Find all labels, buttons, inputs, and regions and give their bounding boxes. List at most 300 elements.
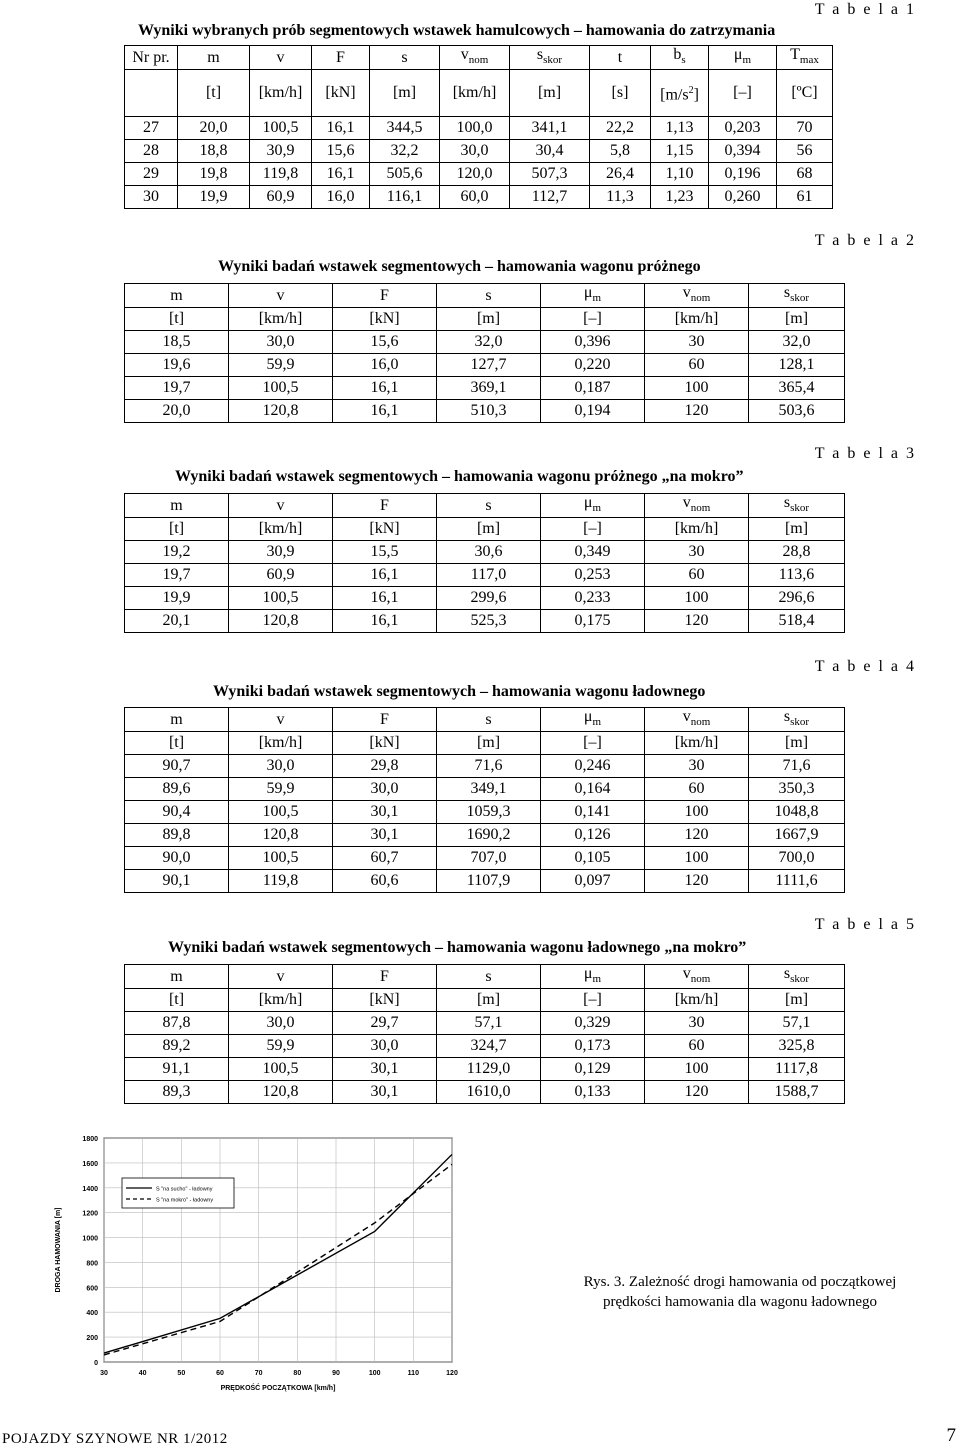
table-cell: 299,6: [437, 587, 541, 610]
legend-entry: S "na mokro" - ładowny: [156, 1197, 214, 1204]
table-cell: 30,9: [250, 140, 312, 163]
table-row: [125, 801, 845, 824]
table-cell: 16,1: [333, 564, 437, 587]
table-header-units: [125, 308, 845, 331]
table-cell: 505,6: [370, 163, 440, 186]
table-cell: 15,6: [312, 140, 370, 163]
table-cell: 57,1: [437, 1012, 541, 1035]
header-m: m: [125, 965, 229, 989]
journal-footer: POJAZDY SZYNOWE NR 1/2012: [2, 1431, 228, 1447]
table-cell: 89,3: [125, 1081, 229, 1104]
table-cell: 60,6: [333, 870, 437, 893]
header-s: s: [437, 708, 541, 732]
table-cell: 90,1: [125, 870, 229, 893]
table-cell: 127,7: [437, 354, 541, 377]
table-cell: 0,133: [541, 1081, 645, 1104]
table-cell: 90,7: [125, 755, 229, 778]
header-unit: [km/h]: [229, 732, 333, 755]
header-unit: [t]: [125, 308, 229, 331]
table-cell: 30,0: [229, 1012, 333, 1035]
table-cell: 15,6: [333, 331, 437, 354]
x-tick-label: 60: [216, 1370, 224, 1377]
header-unit: [m]: [437, 518, 541, 541]
table-row: [125, 354, 845, 377]
table-row: [125, 1035, 845, 1058]
table-cell: 89,6: [125, 778, 229, 801]
table-cell: 1588,7: [749, 1081, 845, 1104]
table-cell: 100: [645, 847, 749, 870]
table-cell: 100: [645, 587, 749, 610]
header-unit: [–]: [541, 308, 645, 331]
table-row: [125, 824, 845, 847]
table-cell: 1129,0: [437, 1058, 541, 1081]
table-cell: 60,0: [440, 186, 510, 209]
header-t: t: [590, 46, 651, 70]
table-cell: 525,3: [437, 610, 541, 633]
table-row: [125, 400, 845, 423]
table-cell: 11,3: [590, 186, 651, 209]
table-row: [125, 587, 845, 610]
table-cell: 20,1: [125, 610, 229, 633]
table-cell: 71,6: [437, 755, 541, 778]
table-cell: 60,9: [250, 186, 312, 209]
x-tick-label: 70: [254, 1370, 263, 1377]
table-cell: 87,8: [125, 1012, 229, 1035]
y-tick-label: 800: [86, 1260, 98, 1268]
header-v: v: [229, 965, 333, 989]
table-cell: 16,0: [333, 354, 437, 377]
table-cell: 15,5: [333, 541, 437, 564]
table-4: [124, 707, 845, 893]
table-row: [125, 117, 833, 140]
table-cell: 68: [777, 163, 833, 186]
header-vnom: $v_{nom}$: [440, 46, 510, 70]
header-F: F: [312, 46, 370, 70]
header-unit: [kN]: [333, 989, 437, 1012]
header-m: m: [125, 708, 229, 732]
table-header-units: [125, 518, 845, 541]
header-unit: [m]: [437, 308, 541, 331]
header-s: s: [437, 494, 541, 518]
table-cell: 30,1: [333, 824, 437, 847]
header-unit-F: [kN]: [312, 70, 370, 117]
table-cell: 707,0: [437, 847, 541, 870]
header-unit-mu: [–]: [709, 70, 777, 117]
table-cell: 700,0: [749, 847, 845, 870]
table-cell: 0,173: [541, 1035, 645, 1058]
header-m: m: [125, 284, 229, 308]
table-cell: 71,6: [749, 755, 845, 778]
table-cell: 350,3: [749, 778, 845, 801]
table-cell: 91,1: [125, 1058, 229, 1081]
table-caption-1: Wyniki wybranych prób segmentowych wstawek hamulcowych – hamowania do zatrzymania: [138, 22, 776, 39]
table-cell: 120,8: [229, 824, 333, 847]
table-label-2: T a b e l a 2: [814, 232, 916, 249]
y-tick-label: 1000: [82, 1235, 98, 1243]
header-F: F: [333, 494, 437, 518]
header-m: m: [125, 494, 229, 518]
table-cell: 60: [645, 354, 749, 377]
table-cell: 29,8: [333, 755, 437, 778]
table-cell: 100: [645, 377, 749, 400]
table-row: [125, 778, 845, 801]
table-cell: 1667,9: [749, 824, 845, 847]
header-m: m: [178, 46, 250, 70]
table-header-symbols: [125, 494, 845, 518]
x-tick-label: 80: [293, 1370, 302, 1377]
table-cell: 59,9: [229, 778, 333, 801]
table-cell: 18,8: [178, 140, 250, 163]
header-unit: [t]: [125, 732, 229, 755]
table-cell: 100,5: [229, 801, 333, 824]
header-unit: [m]: [749, 732, 845, 755]
y-tick-label: 600: [86, 1285, 98, 1293]
table-cell: 5,8: [590, 140, 651, 163]
table-cell: 70: [777, 117, 833, 140]
header-s: s: [437, 965, 541, 989]
x-axis-label: PRĘDKOŚĆ POCZĄTKOWA [km/h]: [220, 1385, 336, 1392]
table-cell: 27: [125, 117, 178, 140]
header-vnom: $v_{nom}$: [645, 708, 749, 732]
header-sskor: $s_{skor}$: [510, 46, 590, 70]
table-cell: 0,253: [541, 564, 645, 587]
table-cell: 90,0: [125, 847, 229, 870]
y-tick-label: 400: [86, 1310, 98, 1318]
header-sskor: $s_{skor}$: [749, 708, 845, 732]
table-cell: 89,8: [125, 824, 229, 847]
table-cell: 18,5: [125, 331, 229, 354]
table-cell: 30,1: [333, 1058, 437, 1081]
header-unit: [m]: [437, 732, 541, 755]
table-cell: 1690,2: [437, 824, 541, 847]
table-cell: 119,8: [250, 163, 312, 186]
table-cell: 0,097: [541, 870, 645, 893]
table-cell: 30: [645, 331, 749, 354]
figure-caption-line2: prędkości hamowania dla wagonu ładownego: [602, 1294, 878, 1310]
header-unit: [–]: [541, 989, 645, 1012]
table-cell: 0,164: [541, 778, 645, 801]
header-unit-bs: $[m/s^2]$: [651, 70, 709, 117]
table-row: [125, 1058, 845, 1081]
table-cell: 60: [645, 1035, 749, 1058]
table-cell: 19,7: [125, 564, 229, 587]
y-tick-label: 200: [86, 1335, 98, 1343]
table-cell: 120: [645, 870, 749, 893]
header-Tmax: $T_{max}$: [777, 46, 833, 70]
table-cell: 16,1: [312, 163, 370, 186]
table-cell: 30,4: [510, 140, 590, 163]
table-row: [125, 1081, 845, 1104]
table-cell: 30: [645, 541, 749, 564]
table-cell: 16,1: [333, 587, 437, 610]
table-cell: 90,4: [125, 801, 229, 824]
table-cell: 128,1: [749, 354, 845, 377]
table-cell: 120: [645, 610, 749, 633]
header-vnom: $v_{nom}$: [645, 494, 749, 518]
header-mu: $\mu_m$: [541, 965, 645, 989]
table-cell: 0,349: [541, 541, 645, 564]
figure-caption-line1: Rys. 3. Zależność drogi hamowania od początkowej: [583, 1274, 897, 1290]
header-unit: [t]: [125, 518, 229, 541]
table-cell: 0,105: [541, 847, 645, 870]
table-row: [125, 870, 845, 893]
legend-box: [122, 1178, 234, 1208]
table-label-4: T a b e l a 4: [814, 658, 916, 675]
table-cell: 0,394: [709, 140, 777, 163]
table-cell: 0,220: [541, 354, 645, 377]
table-cell: 0,196: [709, 163, 777, 186]
table-cell: 30,0: [229, 331, 333, 354]
table-cell: 30,1: [333, 1081, 437, 1104]
table-cell: 60: [645, 564, 749, 587]
header-sskor: $s_{skor}$: [749, 494, 845, 518]
table-cell: 0,126: [541, 824, 645, 847]
table-label-1: T a b e l a 1: [814, 1, 916, 18]
table-cell: 30,6: [437, 541, 541, 564]
header-F: F: [333, 284, 437, 308]
table-cell: 1,23: [651, 186, 709, 209]
header-unit-T: [ºC]: [777, 70, 833, 117]
table-cell: 22,2: [590, 117, 651, 140]
header-v: v: [229, 284, 333, 308]
y-tick-label: 1200: [82, 1210, 98, 1218]
table-label-5: T a b e l a 5: [814, 916, 916, 933]
table-1-header-symbols: [125, 46, 833, 70]
table-cell: 19,9: [178, 186, 250, 209]
page-number: 7: [946, 1425, 956, 1446]
table-row: [125, 755, 845, 778]
header-F: F: [333, 965, 437, 989]
table-cell: 56: [777, 140, 833, 163]
header-unit: [kN]: [333, 732, 437, 755]
table-cell: 112,7: [510, 186, 590, 209]
table-label-3: T a b e l a 3: [814, 445, 916, 462]
table-cell: 100,5: [229, 377, 333, 400]
table-row: [125, 610, 845, 633]
table-cell: 1,13: [651, 117, 709, 140]
table-cell: 349,1: [437, 778, 541, 801]
y-axis-label: DROGA HAMOWANIA [m]: [55, 1207, 62, 1293]
table-cell: 59,9: [229, 354, 333, 377]
x-tick-label: 40: [138, 1370, 147, 1377]
table-row: [125, 847, 845, 870]
table-cell: 0,233: [541, 587, 645, 610]
table-cell: 120,0: [440, 163, 510, 186]
table-cell: 20,0: [125, 400, 229, 423]
table-cell: 16,1: [312, 117, 370, 140]
table-cell: 1610,0: [437, 1081, 541, 1104]
x-tick-label: 110: [407, 1370, 419, 1377]
header-unit: [km/h]: [645, 989, 749, 1012]
table-cell: 369,1: [437, 377, 541, 400]
table-cell: 100: [645, 801, 749, 824]
table-cell: 100,5: [229, 847, 333, 870]
header-bs: $b_s$: [651, 46, 709, 70]
table-cell: 120: [645, 400, 749, 423]
table-cell: 120: [645, 824, 749, 847]
table-header-units: [125, 989, 845, 1012]
table-cell: 0,187: [541, 377, 645, 400]
table-cell: 100,5: [250, 117, 312, 140]
table-cell: 0,194: [541, 400, 645, 423]
table-cell: 0,396: [541, 331, 645, 354]
table-5: [124, 964, 845, 1104]
table-1-header-units: [125, 70, 833, 117]
table-cell: 30,0: [333, 1035, 437, 1058]
table-cell: 503,6: [749, 400, 845, 423]
header-unit: [km/h]: [229, 989, 333, 1012]
header-nrpr: Nr pr.: [125, 46, 178, 70]
table-header-symbols: [125, 965, 845, 989]
x-tick-label: 100: [368, 1370, 381, 1377]
header-mu: $\mu_m$: [541, 494, 645, 518]
table-cell: 100,0: [440, 117, 510, 140]
table-cell: 16,1: [333, 400, 437, 423]
header-unit: [–]: [541, 518, 645, 541]
header-unit-v: [km/h]: [250, 70, 312, 117]
header-unit: [m]: [749, 518, 845, 541]
table-cell: 100: [645, 1058, 749, 1081]
header-unit: [m]: [749, 308, 845, 331]
table-cell: 365,4: [749, 377, 845, 400]
table-cell: 1,10: [651, 163, 709, 186]
table-cell: 32,2: [370, 140, 440, 163]
table-cell: 30: [645, 1012, 749, 1035]
y-tick-label: 1600: [82, 1160, 98, 1168]
header-unit-sskor: [m]: [510, 70, 590, 117]
table-cell: 30: [645, 755, 749, 778]
header-mu: $\mu_m$: [541, 284, 645, 308]
table-cell: 0,329: [541, 1012, 645, 1035]
table-cell: 1111,6: [749, 870, 845, 893]
table-3: [124, 493, 845, 633]
table-cell: 0,129: [541, 1058, 645, 1081]
table-cell: 0,141: [541, 801, 645, 824]
table-cell: 0,246: [541, 755, 645, 778]
header-sskor: $s_{skor}$: [749, 965, 845, 989]
table-cell: 19,9: [125, 587, 229, 610]
header-s: s: [370, 46, 440, 70]
table-cell: 16,1: [333, 377, 437, 400]
plot-frame: [104, 1138, 452, 1362]
header-unit: [km/h]: [229, 308, 333, 331]
table-caption-2: Wyniki badań wstawek segmentowych – hamowania wagonu próżnego: [218, 258, 701, 275]
x-tick-label: 30: [100, 1370, 108, 1377]
header-unit: [kN]: [333, 308, 437, 331]
table-row: [125, 163, 833, 186]
y-tick-label: 0: [94, 1360, 98, 1367]
table-row: [125, 564, 845, 587]
header-unit-s: [m]: [370, 70, 440, 117]
table-row: [125, 1012, 845, 1035]
table-cell: 113,6: [749, 564, 845, 587]
table-cell: 100,5: [229, 587, 333, 610]
table-cell: 1,15: [651, 140, 709, 163]
header-v: v: [229, 708, 333, 732]
header-sskor: $s_{skor}$: [749, 284, 845, 308]
table-cell: 120,8: [229, 1081, 333, 1104]
table-cell: 29: [125, 163, 178, 186]
table-cell: 60: [645, 778, 749, 801]
table-cell: 1048,8: [749, 801, 845, 824]
x-tick-label: 90: [332, 1370, 340, 1377]
header-mu: $\mu_m$: [709, 46, 777, 70]
header-unit: [m]: [749, 989, 845, 1012]
header-unit: [km/h]: [645, 732, 749, 755]
header-v: v: [229, 494, 333, 518]
table-cell: 30,9: [229, 541, 333, 564]
table-cell: 30,0: [333, 778, 437, 801]
legend-entry: S "na sucho" - ładowny: [156, 1186, 213, 1193]
table-cell: 325,8: [749, 1035, 845, 1058]
x-tick-label: 120: [446, 1370, 458, 1377]
table-cell: 0,203: [709, 117, 777, 140]
table-cell: 60,9: [229, 564, 333, 587]
table-cell: 61: [777, 186, 833, 209]
header-unit-time: [s]: [590, 70, 651, 117]
table-cell: 29,7: [333, 1012, 437, 1035]
header-unit: [km/h]: [645, 308, 749, 331]
table-cell: 89,2: [125, 1035, 229, 1058]
table-cell: 324,7: [437, 1035, 541, 1058]
header-unit-empty: [125, 70, 178, 117]
table-cell: 518,4: [749, 610, 845, 633]
table-1: [124, 45, 833, 209]
table-row: [125, 186, 833, 209]
table-cell: 19,6: [125, 354, 229, 377]
header-s: s: [437, 284, 541, 308]
x-tick-label: 50: [177, 1370, 186, 1377]
table-cell: 0,175: [541, 610, 645, 633]
header-unit: [km/h]: [645, 518, 749, 541]
table-cell: 510,3: [437, 400, 541, 423]
table-cell: 59,9: [229, 1035, 333, 1058]
table-cell: 19,7: [125, 377, 229, 400]
table-cell: 344,5: [370, 117, 440, 140]
table-cell: 1107,9: [437, 870, 541, 893]
figure-caption: [540, 1272, 940, 1312]
table-cell: 26,4: [590, 163, 651, 186]
table-cell: 19,2: [125, 541, 229, 564]
table-caption-4: Wyniki badań wstawek segmentowych – hamowania wagonu ładownego: [213, 683, 706, 700]
table-row: [125, 331, 845, 354]
header-vnom: $v_{nom}$: [645, 965, 749, 989]
table-cell: 1117,8: [749, 1058, 845, 1081]
table-row: [125, 541, 845, 564]
table-cell: 341,1: [510, 117, 590, 140]
table-cell: 100,5: [229, 1058, 333, 1081]
table-cell: 120: [645, 1081, 749, 1104]
table-cell: 296,6: [749, 587, 845, 610]
header-unit: [m]: [437, 989, 541, 1012]
table-row: [125, 140, 833, 163]
table-cell: 30,0: [229, 755, 333, 778]
table-caption-3: Wyniki badań wstawek segmentowych – hamowania wagonu próżnego „na mokro”: [175, 468, 744, 485]
table-cell: 32,0: [749, 331, 845, 354]
table-cell: 117,0: [437, 564, 541, 587]
table-cell: 30: [125, 186, 178, 209]
header-F: F: [333, 708, 437, 732]
table-cell: 1059,3: [437, 801, 541, 824]
y-tick-label: 1400: [82, 1185, 98, 1193]
table-cell: 30,0: [440, 140, 510, 163]
header-mu: $\mu_m$: [541, 708, 645, 732]
header-unit: [kN]: [333, 518, 437, 541]
table-cell: 20,0: [178, 117, 250, 140]
table-cell: 19,8: [178, 163, 250, 186]
header-unit-t: [t]: [178, 70, 250, 117]
table-cell: 32,0: [437, 331, 541, 354]
